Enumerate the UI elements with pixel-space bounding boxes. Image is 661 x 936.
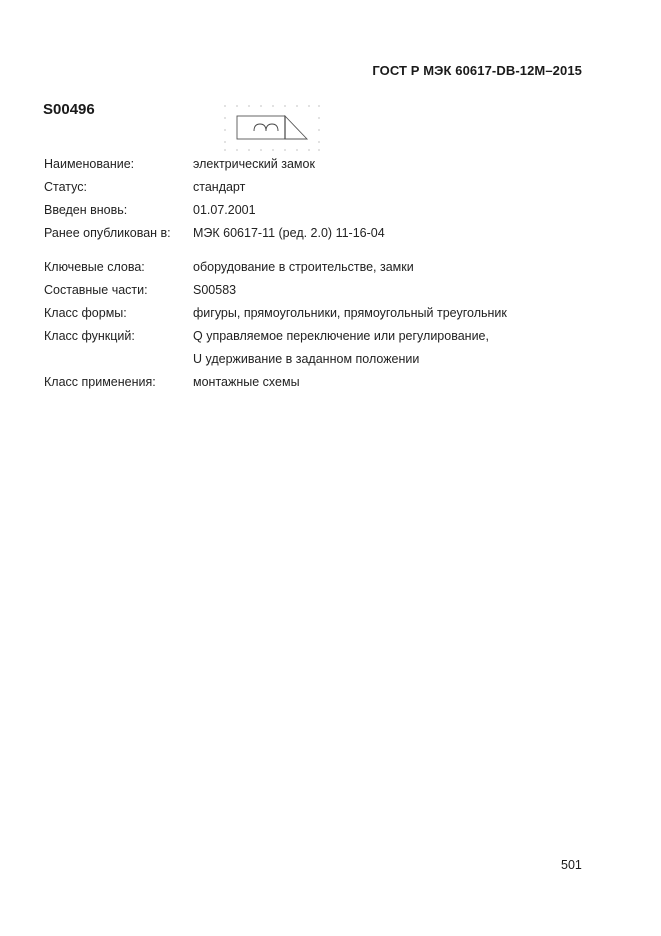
field-row-function-class-cont — [44, 351, 507, 374]
field-value: S00583 — [193, 283, 237, 297]
field-row-shape-class — [44, 305, 507, 328]
section-gap — [44, 248, 507, 259]
field-label: Статус: — [44, 180, 87, 194]
document-header: ГОСТ Р МЭК 60617-DB-12M–2015 — [372, 63, 582, 78]
field-value: фигуры, прямоугольники, прямоугольный треугольник — [193, 306, 507, 320]
properties-list — [44, 156, 507, 397]
page-number: 501 — [561, 858, 582, 872]
electric-lock-symbol-icon — [222, 104, 322, 152]
field-value: стандарт — [193, 180, 246, 194]
field-value: электрический замок — [193, 157, 315, 171]
field-value: Q управляемое переключение или регулирование, — [193, 329, 489, 343]
field-row-application-class — [44, 374, 507, 397]
field-label: Ранее опубликован в: — [44, 226, 171, 240]
field-label — [44, 351, 193, 374]
field-label: Составные части: — [44, 283, 148, 297]
field-value: МЭК 60617-11 (ред. 2.0) 11-16-04 — [193, 226, 385, 240]
field-row-published — [44, 225, 507, 248]
field-label: Класс применения: — [44, 375, 156, 389]
field-row-keywords — [44, 259, 507, 282]
field-row-status — [44, 179, 507, 202]
field-label: Введен вновь: — [44, 203, 128, 217]
field-value: оборудование в строительстве, замки — [193, 260, 414, 274]
field-row-function-class — [44, 328, 507, 351]
field-label: Наименование: — [44, 157, 135, 171]
field-row-name — [44, 156, 507, 179]
field-value: 01.07.2001 — [193, 203, 256, 217]
symbol-code: S00496 — [43, 101, 95, 118]
field-row-introduced — [44, 202, 507, 225]
field-value: монтажные схемы — [193, 375, 300, 389]
field-row-components — [44, 282, 507, 305]
field-label: Класс функций: — [44, 329, 135, 343]
field-label: Ключевые слова: — [44, 260, 145, 274]
field-label: Класс формы: — [44, 306, 127, 320]
field-value: U удерживание в заданном положении — [193, 352, 420, 366]
